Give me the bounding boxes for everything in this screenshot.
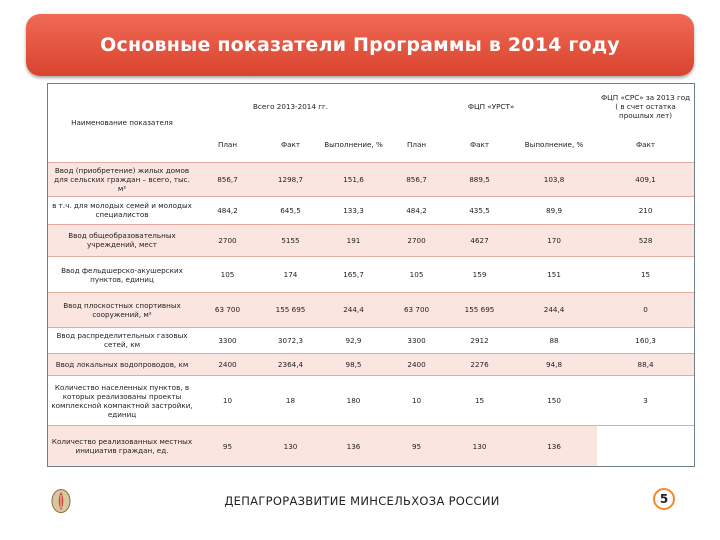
cell-fact: 174 [259, 257, 322, 293]
table-row [48, 257, 694, 293]
header-group-fcp-urst: ФЦП «УРСТ» [467, 101, 515, 111]
cell-execution: 165,7 [322, 257, 385, 293]
row-name: Количество реализованных местных инициатив граждан, ед. [48, 426, 196, 466]
cell-fact-urst: 435,5 [448, 196, 511, 224]
cell-fact-urst: 4627 [448, 224, 511, 256]
header-plan: План [217, 140, 238, 150]
cell-fact-urst: 2276 [448, 353, 511, 375]
cell-fact: 645,5 [259, 196, 322, 224]
cell-fact-srs: 3 [597, 375, 694, 425]
cell-fact-srs: 528 [597, 224, 694, 256]
cell-fact-srs: 15 [597, 257, 694, 293]
cell-plan-urst: 484,2 [385, 196, 448, 224]
cell-plan: 105 [196, 257, 259, 293]
cell-fact-urst: 155 695 [448, 293, 511, 327]
cell-fact-urst: 130 [448, 426, 511, 466]
cell-plan-urst: 105 [385, 257, 448, 293]
header-execution-urst: Выполнение, % [524, 140, 584, 150]
cell-plan: 2400 [196, 353, 259, 375]
cell-execution-urst: 89,9 [511, 196, 597, 224]
cell-plan: 63 700 [196, 293, 259, 327]
cell-plan-urst: 2700 [385, 224, 448, 256]
cell-execution: 151,6 [322, 162, 385, 196]
cell-fact: 5155 [259, 224, 322, 256]
header-fact-srs: Факт [636, 140, 656, 150]
cell-execution-urst: 170 [511, 224, 597, 256]
cell-execution-urst: 150 [511, 375, 597, 425]
cell-fact: 155 695 [259, 293, 322, 327]
cell-plan: 10 [196, 375, 259, 425]
indicators-table-frame [47, 83, 695, 467]
cell-fact: 2364,4 [259, 353, 322, 375]
cell-execution: 136 [322, 426, 385, 466]
row-name: Ввод плоскостных спортивных сооружений, м² [48, 293, 196, 327]
cell-execution-urst: 88 [511, 327, 597, 353]
slide-title: Основные показатели Программы в 2014 году [100, 34, 620, 56]
cell-execution: 98,5 [322, 353, 385, 375]
cell-fact-srs: 210 [597, 196, 694, 224]
cell-fact-urst: 889,5 [448, 162, 511, 196]
cell-execution: 244,4 [322, 293, 385, 327]
header-group-total: Всего 2013-2014 гг. [252, 101, 329, 111]
table-row [48, 196, 694, 224]
cell-fact: 3072,3 [259, 327, 322, 353]
header-fact: Факт [280, 140, 301, 150]
cell-fact-urst: 159 [448, 257, 511, 293]
cell-fact: 130 [259, 426, 322, 466]
cell-plan-urst: 63 700 [385, 293, 448, 327]
cell-plan-urst: 2400 [385, 353, 448, 375]
cell-plan: 856,7 [196, 162, 259, 196]
cell-execution-urst: 103,8 [511, 162, 597, 196]
cell-execution-urst: 94,8 [511, 353, 597, 375]
table-row [48, 353, 694, 375]
header-indicator-name: Наименование показателя [71, 118, 173, 128]
table-row [48, 375, 694, 425]
cell-fact-urst: 2912 [448, 327, 511, 353]
cell-fact: 18 [259, 375, 322, 425]
table-header-row-groups [48, 84, 694, 128]
cell-plan: 484,2 [196, 196, 259, 224]
cell-execution: 133,3 [322, 196, 385, 224]
row-name: Ввод (приобретение) жилых домов для сельских граждан – всего, тыс. м² [48, 162, 196, 196]
cell-plan: 2700 [196, 224, 259, 256]
cell-plan-urst: 3300 [385, 327, 448, 353]
row-name: Количество населенных пунктов, в которых реализованы проекты комплексной компактной застройки, единиц [48, 375, 196, 425]
row-name: Ввод общеобразовательных учреждений, мест [48, 224, 196, 256]
cell-fact-srs: 409,1 [597, 162, 694, 196]
cell-fact-srs [597, 426, 694, 466]
ministry-emblem-icon [50, 488, 72, 514]
table-row [48, 162, 694, 196]
row-name: в т.ч. для молодых семей и молодых специалистов [48, 196, 196, 224]
header-fact-urst: Факт [469, 140, 490, 150]
row-name: Ввод фельдшерско-акушерских пунктов, единиц [48, 257, 196, 293]
cell-plan: 3300 [196, 327, 259, 353]
table-row [48, 327, 694, 353]
header-execution: Выполнение, % [324, 140, 383, 150]
cell-plan-urst: 95 [385, 426, 448, 466]
table-row [48, 426, 694, 466]
footer-department: ДЕПАГРОРАЗВИТИЕ МИНСЕЛЬХОЗА РОССИИ [224, 494, 500, 508]
table-row [48, 293, 694, 327]
cell-plan-urst: 10 [385, 375, 448, 425]
cell-fact-srs: 160,3 [597, 327, 694, 353]
cell-fact-srs: 0 [597, 293, 694, 327]
indicators-table [48, 84, 694, 466]
header-group-fcp-srs: ФЦП «СРС» за 2013 год ( в счет остатка прошлых лет) [600, 92, 691, 120]
cell-plan-urst: 856,7 [385, 162, 448, 196]
cell-execution: 191 [322, 224, 385, 256]
page-number-badge: 5 [653, 488, 675, 510]
table-row [48, 224, 694, 256]
cell-fact: 1298,7 [259, 162, 322, 196]
row-name: Ввод распределительных газовых сетей, км [48, 327, 196, 353]
cell-execution-urst: 136 [511, 426, 597, 466]
cell-execution: 180 [322, 375, 385, 425]
title-banner [26, 14, 694, 76]
cell-execution-urst: 151 [511, 257, 597, 293]
cell-execution: 92,9 [322, 327, 385, 353]
cell-execution-urst: 244,4 [511, 293, 597, 327]
cell-plan: 95 [196, 426, 259, 466]
cell-fact-srs: 88,4 [597, 353, 694, 375]
header-plan-urst: План [406, 140, 427, 150]
cell-fact-urst: 15 [448, 375, 511, 425]
row-name: Ввод локальных водопроводов, км [48, 353, 196, 375]
